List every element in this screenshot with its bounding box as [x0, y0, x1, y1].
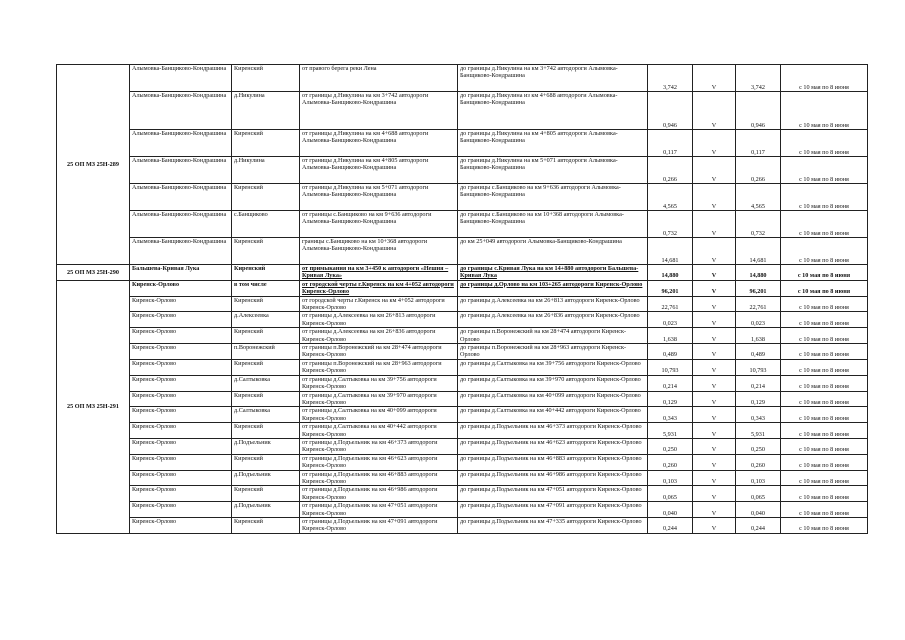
- district-cell: Киренский: [232, 328, 300, 344]
- road-name-cell: Алымовка-Банщиково-Кондрашина: [130, 130, 232, 157]
- length-cell: 1,638: [648, 328, 693, 344]
- category-cell: V: [693, 312, 736, 328]
- start-point-cell: от границы д.Подъельник на км 47+051 автодороги Киренск-Орлово: [300, 502, 458, 518]
- length-cell: 0,244: [648, 518, 693, 534]
- end-point-cell: до границы с.Банщиково на км 10+368 автодороги Алымовка-Банщиково-Кондрашина: [458, 211, 648, 238]
- road-name-cell: Киренск-Орлово: [130, 438, 232, 454]
- end-point-cell: до границы д.Салтыковка на км 39+756 автодороги Киренск-Орлово: [458, 359, 648, 375]
- end-point-cell: до границы п.Воронежский на км 28+474 автодороги Киренск-Орлово: [458, 328, 648, 344]
- table-row: [57, 280, 868, 296]
- start-point-cell: от границы д.Подъельник на км 46+373 автодороги Киренск-Орлово: [300, 438, 458, 454]
- restriction-period-cell: с 10 мая по 8 июня: [781, 454, 868, 470]
- table-row: [57, 238, 868, 265]
- district-cell: д.Подъельник: [232, 470, 300, 486]
- category-cell: V: [693, 296, 736, 312]
- restriction-period-cell: с 10 мая по 8 июня: [781, 375, 868, 391]
- length-cell: 0,214: [648, 375, 693, 391]
- length-total-cell: 0,117: [736, 130, 781, 157]
- length-cell: 0,065: [648, 486, 693, 502]
- district-cell: Киренский: [232, 184, 300, 211]
- length-cell: 0,266: [648, 157, 693, 184]
- road-name-cell: Алымовка-Банщиково-Кондрашина: [130, 238, 232, 265]
- category-cell: V: [693, 130, 736, 157]
- length-cell: 0,103: [648, 470, 693, 486]
- start-point-cell: от границы д.Салтыковка на км 40+442 автодороги Киренск-Орлово: [300, 423, 458, 439]
- end-point-cell: до границы д.Никулина на км 4+805 автодороги Алымовка-Банщиково-Кондрашина: [458, 130, 648, 157]
- table-row: [57, 130, 868, 157]
- category-cell: V: [693, 359, 736, 375]
- length-cell: 0,250: [648, 438, 693, 454]
- district-cell: Киренский: [232, 238, 300, 265]
- start-point-cell: от границы д.Никулина на км 4+688 автодороги Алымовка-Банщиково-Кондрашина: [300, 130, 458, 157]
- category-cell: V: [693, 238, 736, 265]
- restriction-period-cell: с 10 мая по 8 июня: [781, 407, 868, 423]
- end-point-cell: до границы с.Кривая Лука на км 14+880 автодороги Бальшева-Кривая Лука: [458, 265, 648, 281]
- category-cell: V: [693, 486, 736, 502]
- road-name-cell: Алымовка-Банщиково-Кондрашина: [130, 184, 232, 211]
- district-cell: д.Салтыковка: [232, 375, 300, 391]
- length-total-cell: 0,732: [736, 211, 781, 238]
- length-total-cell: 0,129: [736, 391, 781, 407]
- end-point-cell: до границы д.Подъельник на км 46+883 автодороги Киренск-Орлово: [458, 454, 648, 470]
- category-cell: V: [693, 423, 736, 439]
- length-cell: 0,946: [648, 92, 693, 130]
- end-point-cell: до границы д.Алексеевка на км 26+836 автодороги Киренск-Орлово: [458, 312, 648, 328]
- district-cell: в том числе: [232, 280, 300, 296]
- end-point-cell: до границы д.Алексеевка на км 26+813 автодороги Киренск-Орлово: [458, 296, 648, 312]
- length-cell: 3,742: [648, 65, 693, 92]
- road-name-cell: Киренск-Орлово: [130, 359, 232, 375]
- length-total-cell: 14,880: [736, 265, 781, 281]
- start-point-cell: от границы д.Подъельник на км 46+986 автодороги Киренск-Орлово: [300, 486, 458, 502]
- category-cell: V: [693, 328, 736, 344]
- road-name-cell: Киренск-Орлово: [130, 407, 232, 423]
- start-point-cell: от границы д.Подъельник на км 46+883 автодороги Киренск-Орлово: [300, 470, 458, 486]
- length-cell: 0,040: [648, 502, 693, 518]
- table-row: [57, 470, 868, 486]
- category-cell: V: [693, 184, 736, 211]
- table-row: [57, 211, 868, 238]
- road-name-cell: Киренск-Орлово: [130, 344, 232, 360]
- district-cell: д.Подъельник: [232, 438, 300, 454]
- road-id-cell: 25 ОП МЗ 25Н-290: [57, 265, 130, 281]
- start-point-cell: от границы п.Воронежский на км 28+963 автодороги Киренск-Орлово: [300, 359, 458, 375]
- start-point-cell: от границы д.Подъельник на км 47+091 автодороги Киренск-Орлово: [300, 518, 458, 534]
- category-cell: V: [693, 65, 736, 92]
- table-row: [57, 502, 868, 518]
- length-total-cell: 0,065: [736, 486, 781, 502]
- restriction-period-cell: с 10 мая по 8 июня: [781, 184, 868, 211]
- category-cell: V: [693, 375, 736, 391]
- road-id-cell: 25 ОП МЗ 25Н-291: [57, 280, 130, 533]
- road-name-cell: Киренск-Орлово: [130, 423, 232, 439]
- length-cell: 5,931: [648, 423, 693, 439]
- category-cell: V: [693, 391, 736, 407]
- start-point-cell: от городской черты г.Киренск на км 4+052 автодороги Киренск-Орлово: [300, 296, 458, 312]
- end-point-cell: до границы д.Салтыковка на км 40+442 автодороги Киренск-Орлово: [458, 407, 648, 423]
- road-name-cell: Алымовка-Банщиково-Кондрашина: [130, 211, 232, 238]
- start-point-cell: от границы д.Никулина на км 3+742 автодороги Алымовка-Банщиково-Кондрашина: [300, 92, 458, 130]
- table-row: [57, 92, 868, 130]
- table-row: [57, 518, 868, 534]
- category-cell: V: [693, 502, 736, 518]
- length-total-cell: 0,103: [736, 470, 781, 486]
- table-row: [57, 438, 868, 454]
- roads-table-body: [57, 65, 868, 534]
- district-cell: д.Подъельник: [232, 502, 300, 518]
- start-point-cell: от границы д.Алексеевка на км 26+836 автодороги Киренск-Орлово: [300, 328, 458, 344]
- end-point-cell: до км 25+049 автодороги Алымовка-Банщиково-Кондрашина: [458, 238, 648, 265]
- district-cell: д.Салтыковка: [232, 407, 300, 423]
- start-point-cell: границы с.Банщиково на км 10+368 автодороги Алымовка-Банщиково-Кондрашина: [300, 238, 458, 265]
- restriction-period-cell: с 10 мая по 8 июня: [781, 391, 868, 407]
- start-point-cell: от примыкания на км 3+450 к автодороги «Нешня – Кривая Лука»: [300, 265, 458, 281]
- end-point-cell: до границы д.Салтыковка на км 39+970 автодороги Киренск-Орлово: [458, 375, 648, 391]
- category-cell: V: [693, 470, 736, 486]
- length-total-cell: 0,946: [736, 92, 781, 130]
- end-point-cell: до границы д.Подъельник на км 47+051 автодороги Киренск-Орлово: [458, 486, 648, 502]
- restriction-period-cell: с 10 мая по 8 июня: [781, 328, 868, 344]
- category-cell: V: [693, 438, 736, 454]
- category-cell: V: [693, 265, 736, 281]
- end-point-cell: до границы д.Никулина на км 3+742 автодороги Алымовка-Банщиково-Кондрашина: [458, 65, 648, 92]
- table-row: [57, 359, 868, 375]
- restriction-period-cell: с 10 мая по 8 июня: [781, 92, 868, 130]
- road-name-cell: Киренск-Орлово: [130, 328, 232, 344]
- table-row: [57, 328, 868, 344]
- start-point-cell: от границы д.Салтыковка на км 40+099 автодороги Киренск-Орлово: [300, 407, 458, 423]
- length-total-cell: 0,260: [736, 454, 781, 470]
- road-name-cell: Киренск-Орлово: [130, 518, 232, 534]
- district-cell: Киренский: [232, 454, 300, 470]
- restriction-period-cell: с 10 мая по 8 июня: [781, 238, 868, 265]
- district-cell: п.Воронежский: [232, 344, 300, 360]
- length-cell: 10,793: [648, 359, 693, 375]
- category-cell: V: [693, 211, 736, 238]
- length-cell: 4,565: [648, 184, 693, 211]
- road-name-cell: Киренск-Орлово: [130, 375, 232, 391]
- length-cell: 14,880: [648, 265, 693, 281]
- start-point-cell: от границы д.Алексеевка на км 26+813 автодороги Киренск-Орлово: [300, 312, 458, 328]
- category-cell: V: [693, 157, 736, 184]
- length-total-cell: 0,040: [736, 502, 781, 518]
- length-total-cell: 22,761: [736, 296, 781, 312]
- restriction-period-cell: с 10 мая по 8 июня: [781, 312, 868, 328]
- category-cell: V: [693, 454, 736, 470]
- end-point-cell: до границы д.Подъельник на км 47+335 автодороги Киренск-Орлово: [458, 518, 648, 534]
- road-name-cell: Киренск-Орлово: [130, 280, 232, 296]
- district-cell: Киренский: [232, 391, 300, 407]
- start-point-cell: от границы д.Никулина на км 4+805 автодороги Алымовка-Банщиково-Кондрашина: [300, 157, 458, 184]
- district-cell: Киренский: [232, 518, 300, 534]
- table-row: [57, 391, 868, 407]
- end-point-cell: до границы п.Воронежский на км 28+963 автодороги Киренск-Орлово: [458, 344, 648, 360]
- length-total-cell: 0,489: [736, 344, 781, 360]
- length-cell: 0,489: [648, 344, 693, 360]
- end-point-cell: до границы д.Никулина на км 5+071 автодороги Алымовка-Банщиково-Кондрашина: [458, 157, 648, 184]
- district-cell: с.Банщиково: [232, 211, 300, 238]
- length-total-cell: 0,250: [736, 438, 781, 454]
- roads-table: [56, 64, 868, 534]
- category-cell: V: [693, 518, 736, 534]
- restriction-period-cell: с 10 мая по 8 июня: [781, 518, 868, 534]
- length-total-cell: 10,793: [736, 359, 781, 375]
- category-cell: V: [693, 92, 736, 130]
- length-total-cell: 96,201: [736, 280, 781, 296]
- length-cell: 0,260: [648, 454, 693, 470]
- restriction-period-cell: с 10 мая по 8 июня: [781, 296, 868, 312]
- district-cell: Киренский: [232, 486, 300, 502]
- road-name-cell: Киренск-Орлово: [130, 454, 232, 470]
- length-total-cell: 4,565: [736, 184, 781, 211]
- length-cell: 14,681: [648, 238, 693, 265]
- road-name-cell: Алымовка-Банщиково-Кондрашина: [130, 157, 232, 184]
- restriction-period-cell: с 10 мая по 8 июня: [781, 157, 868, 184]
- length-cell: 0,117: [648, 130, 693, 157]
- length-total-cell: 14,681: [736, 238, 781, 265]
- road-name-cell: Алымовка-Банщиково-Кондрашина: [130, 92, 232, 130]
- length-cell: 0,129: [648, 391, 693, 407]
- start-point-cell: от границы д.Салтыковка на км 39+970 автодороги Киренск-Орлово: [300, 391, 458, 407]
- start-point-cell: от границы д.Салтыковка на км 39+756 автодороги Киренск-Орлово: [300, 375, 458, 391]
- district-cell: д.Алексеевка: [232, 312, 300, 328]
- end-point-cell: до границы д.Подъельник на км 46+373 автодороги Киренск-Орлово: [458, 423, 648, 439]
- length-total-cell: 1,638: [736, 328, 781, 344]
- road-name-cell: Киренск-Орлово: [130, 312, 232, 328]
- district-cell: Киренский: [232, 359, 300, 375]
- road-name-cell: Бальшева-Кривая Лука: [130, 265, 232, 281]
- restriction-period-cell: с 10 мая по 8 июня: [781, 438, 868, 454]
- end-point-cell: до границы с.Банщиково на км 9+636 автодороги Алымовка-Банщиково-Кондрашина: [458, 184, 648, 211]
- start-point-cell: от правого берега реки Лена: [300, 65, 458, 92]
- start-point-cell: от границы д.Никулина на км 5+071 автодороги Алымовка-Банщиково-Кондрашина: [300, 184, 458, 211]
- length-cell: 96,201: [648, 280, 693, 296]
- road-name-cell: Киренск-Орлово: [130, 391, 232, 407]
- end-point-cell: до границы д.Подъельник на км 47+091 автодороги Киренск-Орлово: [458, 502, 648, 518]
- restriction-period-cell: с 10 мая по 8 июня: [781, 211, 868, 238]
- end-point-cell: до границы д.Салтыковка на км 40+099 автодороги Киренск-Орлово: [458, 391, 648, 407]
- district-cell: Киренский: [232, 130, 300, 157]
- restriction-period-cell: с 10 мая по 8 июня: [781, 65, 868, 92]
- table-row: [57, 65, 868, 92]
- length-cell: 0,343: [648, 407, 693, 423]
- length-total-cell: 0,266: [736, 157, 781, 184]
- table-row: [57, 184, 868, 211]
- district-cell: д.Никулина: [232, 92, 300, 130]
- table-row: [57, 296, 868, 312]
- category-cell: V: [693, 344, 736, 360]
- table-row: [57, 375, 868, 391]
- table-row: [57, 454, 868, 470]
- length-cell: 0,732: [648, 211, 693, 238]
- length-cell: 22,761: [648, 296, 693, 312]
- length-total-cell: 0,214: [736, 375, 781, 391]
- table-row: [57, 423, 868, 439]
- end-point-cell: до границы д.Никулина из км 4+688 автодороги Алымовка-Банщиково-Кондрашина: [458, 92, 648, 130]
- table-row: [57, 486, 868, 502]
- category-cell: V: [693, 280, 736, 296]
- road-name-cell: Алымовка-Банщиково-Кондрашина: [130, 65, 232, 92]
- restriction-period-cell: с 10 мая по 8 июня: [781, 130, 868, 157]
- restriction-period-cell: с 10 мая по 8 июня: [781, 265, 868, 281]
- length-total-cell: 0,343: [736, 407, 781, 423]
- district-cell: Киренский: [232, 65, 300, 92]
- road-name-cell: Киренск-Орлово: [130, 502, 232, 518]
- district-cell: Киренский: [232, 296, 300, 312]
- restriction-period-cell: с 10 мая по 8 июня: [781, 470, 868, 486]
- restriction-period-cell: с 10 мая по 8 июня: [781, 423, 868, 439]
- length-total-cell: 0,023: [736, 312, 781, 328]
- restriction-period-cell: с 10 мая по 8 июня: [781, 359, 868, 375]
- restriction-period-cell: с 10 мая по 8 июня: [781, 280, 868, 296]
- end-point-cell: до границы д.Подъельник на км 46+623 автодороги Киренск-Орлово: [458, 438, 648, 454]
- end-point-cell: до границы д.Орлово на км 103+265 автодороги Киренск-Орлово: [458, 280, 648, 296]
- table-row: [57, 344, 868, 360]
- length-total-cell: 3,742: [736, 65, 781, 92]
- restriction-period-cell: с 10 мая по 8 июня: [781, 486, 868, 502]
- restriction-period-cell: с 10 мая по 8 июня: [781, 344, 868, 360]
- district-cell: Киренский: [232, 423, 300, 439]
- length-cell: 0,023: [648, 312, 693, 328]
- table-row: [57, 157, 868, 184]
- start-point-cell: от городской черты г.Киренск на км 4+052 автодороги Киренск-Орлово: [300, 280, 458, 296]
- table-row: [57, 265, 868, 281]
- road-name-cell: Киренск-Орлово: [130, 470, 232, 486]
- road-name-cell: Киренск-Орлово: [130, 486, 232, 502]
- district-cell: д.Никулина: [232, 157, 300, 184]
- restriction-period-cell: с 10 мая по 8 июня: [781, 502, 868, 518]
- category-cell: V: [693, 407, 736, 423]
- start-point-cell: от границы с.Банщиково на км 9+636 автодороги Алымовка-Банщиково-Кондрашина: [300, 211, 458, 238]
- table-row: [57, 312, 868, 328]
- table-row: [57, 407, 868, 423]
- length-total-cell: 0,244: [736, 518, 781, 534]
- start-point-cell: от границы д.Подъельник на км 46+623 автодороги Киренск-Орлово: [300, 454, 458, 470]
- road-id-cell: 25 ОП МЗ 25Н-289: [57, 65, 130, 265]
- district-cell: Киренский: [232, 265, 300, 281]
- road-name-cell: Киренск-Орлово: [130, 296, 232, 312]
- end-point-cell: до границы д.Подъельник на км 46+986 автодороги Киренск-Орлово: [458, 470, 648, 486]
- length-total-cell: 5,931: [736, 423, 781, 439]
- start-point-cell: от границы п.Воронежский на км 28+474 автодороги Киренск-Орлово: [300, 344, 458, 360]
